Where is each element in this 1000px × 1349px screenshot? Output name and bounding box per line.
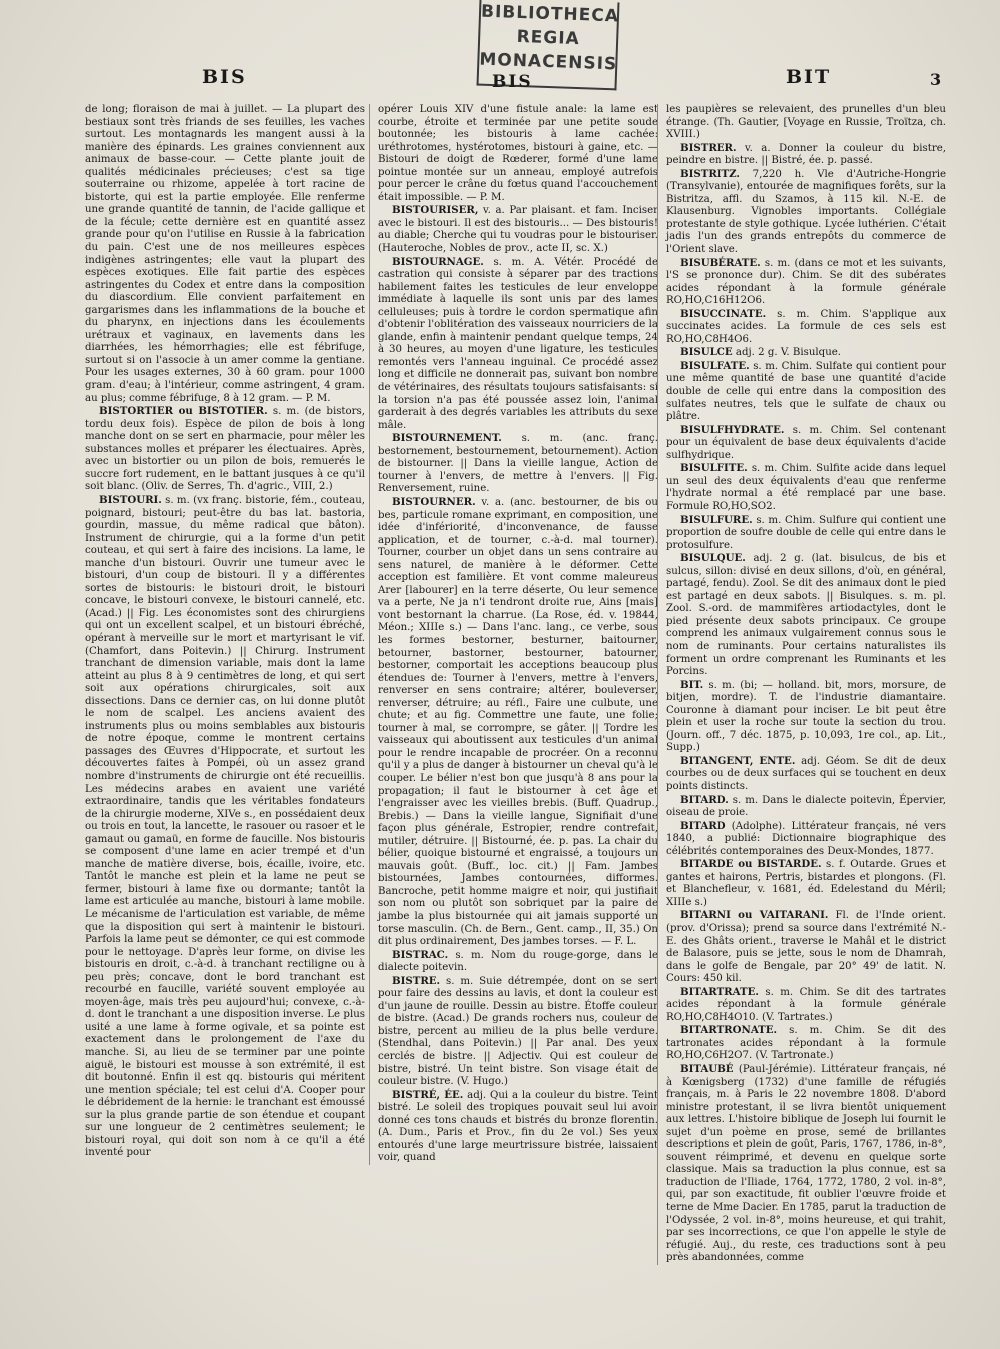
entry-text: v. a. Donner la couleur du bistre, peindre en bistre. || Bistré, ée. p. passé. <box>666 142 946 167</box>
stamp-line-2: REGIA <box>516 26 581 50</box>
entry-headword: BISTRÉ, ÉE. <box>392 1088 464 1101</box>
entry-text: v. a. Par plaisant. et fam. Inciser avec le bistouri. Il est des bistouris... — Des bistouris! au diable; Cherche qui tu voudras pour le bistouriser. (Hauteroche, Nobles de prov., acte II, sc. X.) <box>378 205 658 255</box>
entry-text: s. m. Chim. Sulfure qui contient une proportion de soufre double de celle qui entre dans le protosulfure. <box>666 514 946 551</box>
stamp-line-1: BIBLIOTHECA <box>480 1 620 27</box>
entry-headword: BITARDE ou BISTARDE. <box>680 858 822 871</box>
page-number: 3 <box>930 70 944 89</box>
entry-headword: BITARD. <box>680 793 729 806</box>
running-head-right: BIT <box>786 66 832 88</box>
entry-headword: BISULFURE. <box>680 513 753 526</box>
dictionary-entry <box>666 360 946 424</box>
entry-text: opérer Louis XIV d'une fistule anale: la lame est courbe, étroite et terminée par une petite soude boutonnée; les bistouris à lame cachée: uréthrotomes, hystérotomes, bistouri à gaine, etc. — Bistouri de doigt de Rœderer, formé d'une lame pointue montée sur un anneau, employé autrefois pour percer le crâne du fœtus quand l'accouchement était impossible. — P. M. <box>378 104 658 203</box>
entry-headword: BISULQUE. <box>680 552 746 565</box>
entry-headword: BITARD <box>680 819 726 832</box>
entry-text: adj. 2 g. V. Bisulque. <box>732 347 842 359</box>
entry-text: s. f. Outarde. Grues et gantes et hairons, Pertris, bistardes et plongons. (Fl. et Blanchefleur, v. 1681, éd. Edelestand du Méril; XIIIe s.) <box>666 859 946 908</box>
running-head-center: BIS <box>492 72 533 92</box>
dictionary-entry <box>666 462 946 513</box>
entry-headword: BISTRER. <box>680 141 737 154</box>
entry-headword: BISTOURNEMENT. <box>392 432 502 445</box>
entry-text: v. a. (anc. bestourner, de bis ou bes, particule romane exprimant, en composition, une idée d'infériorité, d'inconvenance, de fausse application, et de tourner, c.-à-d. mal tourner). Tourner, courber un objet dans un sens contraire au sens naturel, de manière à le déformer. Cette acception est familière. Et vont comme maleureus Arer [labourer] en la terre déserte, Ou leur semence va a perte, Ne ja n'i tendront droite rue, Ains [mais] vont bestornant la charrue. (La Rose, éd. v. 19844, Méon.; XIIIe s.) — Dans l'anc. lang., ce verbe, sous les formes bestorner, besturner, baitourner, betourner, bastorner, bestourner, batourner, bestorner, comportait les acceptions beaucoup plus étendues de: Tourner à l'envers, mettre à l'envers, renverser en sens contraire; altérer, bouleverser, renverser, détruire; au réfl., Faire une culbute, une chute; et au fig. Commettre une faute, une folie; tourner à mal, se corrompre, se gâter. || Tordre les vaisseaux qui aboutissent aux testicules d'un animal pour le rendre incapable de procréer. On a reconnu qu'il y a plus de danger à bistourner un cheval qu'à le couper. Le bélier n'est bon que jusqu'à 8 ans pour la propagation; il faut le bistourner à cet âge et l'engraisser avec les vieilles brebis. (Buff. Quadrup., Brebis.) — Dans la vieille langue, Signifiait d'une façon plus générale, Estropier, rendre contrefait, mutiler, détruire. || Bistourné, ée. p. pas. La chair du bélier, quoique bistourné et engraissé, a toujours un mauvais goût. (Buff., loc. cit.) || Fam. Jambes bistournées, Jambes contournées, difformes. Bancroche, petit homme maigre et noir, qui justifiait son nom ou plutôt son sobriquet par la paire de jambe la plus bistournée qui ait jamais supporté un torse masculin. (Ch. de Bern., Gent. camp., II, 35.) On dit plus ordinairement, Des jambes torses. — F. L. <box>378 496 658 948</box>
dictionary-entry <box>666 1063 946 1265</box>
dictionary-entry <box>666 820 946 859</box>
dictionary-entry <box>666 424 946 463</box>
entry-text: s. m. Dans le dialecte poitevin, Épervier, oiseau de proie. <box>666 794 946 819</box>
dictionary-entry <box>666 308 946 347</box>
entry-text: s. m. Chim. Sulfite acide dans lequel un seul des deux équivalents d'eau que renferme l'hydrate normal a été remplacé par une base. Formule RO,HO,SO2. <box>666 463 946 512</box>
entry-text: adj. 2 g. (lat. bisulcus, de bis et sulcus, sillon: divisé en deux sillons, d'où, en général, partagé, fendu). Zool. Se dit des animaux dont le pied est partagé en deux sabots. || Bisulques. s. m. pl. Zool. S.-ord. de mammifères artiodactyles, dont le pied présente deux sabots principaux. Ce groupe comprend les animaux vulgairement connus sous le nom de ruminants. Pour certains naturalistes ils forment un ordre comprenant les Ruminants et les Porcins. <box>666 553 946 678</box>
entry-headword: BIT. <box>680 678 704 691</box>
entry-headword: BITAUBÉ <box>680 1063 734 1076</box>
entry-text: Fl. de l'Inde orient. (prov. d'Orissa); prend sa source dans l'extrémité N.-E. des Ghâts orient., traverse le Mahâl et le district de Balasore, puis se jette, sous le nom de Dhamrah, dans le golfe de Bengale, par 20° 49' de latit. N. Cours: 450 kil. <box>666 910 946 985</box>
entry-headword: BISTOURI. <box>99 493 162 506</box>
entry-text: s. m. Chim. Se dit des tartronates acides répondant à la formule RO,HO,C6H2O7. (V. Tartronate.) <box>666 1025 946 1062</box>
dictionary-entry <box>378 1089 658 1165</box>
entry-headword: BISULFITE. <box>680 462 748 475</box>
entry-headword: BISUBÉRATE. <box>680 256 761 269</box>
dictionary-entry <box>378 256 658 433</box>
entry-text: 7,220 h. Vle d'Autriche-Hongrie (Transylvanie), entourée de magnifiques forêts, sur la Bistritza, affl. du Szamos, à 115 kil. N.-E. de Klausenburg. Vignobles importants. Collégiale protestante de style gothique. Lycée luthérien. C'était jadis l'un des grands entrepôts du commerce de l'Orient slave. <box>666 168 946 256</box>
dictionary-entry <box>666 858 946 909</box>
entry-continuation <box>378 104 658 204</box>
entry-headword: BISULFHYDRATE. <box>680 423 785 436</box>
entry-headword: BISTRAC. <box>392 948 449 961</box>
entry-headword: BISTOURNER. <box>392 495 476 508</box>
stamp-line-3: MONACENSIS <box>479 49 618 75</box>
dictionary-entry <box>666 794 946 820</box>
entry-headword: BITANGENT, ENTE. <box>680 754 796 767</box>
dictionary-entry <box>666 755 946 794</box>
entry-text: s. m. (de bistors, tordu deux fois). Espèce de pilon de bois à long manche dont on se sert en pharmacie, pour mêler les substances molles et préparer les électuaires. Après, avec un bistortier ou un pilon de bois, remuerés le succre fort rudement, en le battant jusques à ce qu'il soit blanc. (Oliv. de Serres, Th. d'agric., VIII, 2.) <box>85 406 365 493</box>
dictionary-entry <box>666 679 946 755</box>
dictionary-entry <box>666 346 946 360</box>
dictionary-entry <box>378 204 658 255</box>
dictionary-entry <box>666 168 946 257</box>
entry-text: s. m. Chim. Sulfate qui contient pour une même quantité de base une quantité d'acide double de celle qui entre dans la composition des sulfates neutres, tels que le sulfate de chaux ou plâtre. <box>666 360 946 423</box>
dictionary-entry <box>666 257 946 308</box>
entry-continuation <box>666 104 946 142</box>
entry-headword: BISTOURISER, <box>392 204 479 217</box>
dictionary-entry <box>666 552 946 678</box>
column-1 <box>85 104 365 1160</box>
entry-headword: BITARTRONATE. <box>680 1024 778 1037</box>
entry-text: (Paul-Jérémie). Littérateur français, né à Kœnigsberg (1732) d'une famille de réfugiés français, m. à Paris le 22 novembre 1808. D'abord ministre protestant, il se livra bientôt uniquement aux lettres. L'histoire biblique de Joseph lui fournit le sujet d'un poème en prose, semé de brillantes descriptions et plein de goût, Paris, 1767, 1786, in-8°, souvent réimprimé, et devenu en quelque sorte classique. Mais sa traduction la plus connue, est sa traduction de l'Iliade, 1764, 1772, 1780, 2 vol. in-8°, qui, par son exactitude, fit oublier l'œuvre froide et terne de Mme Dacier. En 1785, parut la traduction de l'Odyssée, 2 vol. in-8°, moins heureuse, et qui trahit, par ses incorrections, ce que l'on appelle le style de réfugié. Auj., du reste, ces traductions sont à peu près abandonnées, comme <box>666 1064 946 1264</box>
dictionary-entry <box>666 909 946 985</box>
entry-text: s. m. Suie détrempée, dont on se sert pour faire des dessins au lavis, et dont la couleur est d'un jaune de rouille. Dessin au bistre. Étoffe couleur de bistre. (Acad.) De grands rochers nus, couleur de bistre, percent au milieu de la plus belle verdure. (Stendhal, dans Poitevin.) || Par anal. Des yeux cerclés de bistre. || Adjectiv. Qui est couleur de bistre, bistré. Un teint bistre. Son visage était de couleur bistre. (V. Hugo.) <box>378 975 658 1088</box>
entry-text: adj. Géom. Se dit de deux courbes ou de deux surfaces qui se touchent en deux points distincts. <box>666 755 946 792</box>
dictionary-entry <box>378 432 658 496</box>
dictionary-entry <box>85 494 365 1160</box>
entry-headword: BISTOURNAGE. <box>392 255 484 268</box>
entry-text: s. m. A. Vétér. Procédé de castration qui consiste à séparer par des tractions habilement faites les testicules de leur enveloppe immédiate à laquelle ils sont unis par des lames celluleuses; puis à tordre le cordon spermatique afin d'obtenir l'oblitération des vaisseaux nourriciers de la glande, enfin à maintenir pendant quelque temps, 24 à 30 heures, au moyen d'une ligature, les testicules remontés vers l'anneau inguinal. Ce procédé assez long et difficile ne donnerait pas, suivant bon nombre de vétérinaires, des résultats toujours satisfaisants: si la torsion n'a pas été poussée assez loin, l'animal garderait à des degrés variables les attributs du sexe mâle. <box>378 256 658 431</box>
entry-text: s. m. (anc. franç. bestornement, bestournement, betournement). Action de bistourner. || Dans la vieille langue, Action de tourner à l'envers, de mettre à l'envers. || Fig. Renversement, ruine. <box>378 433 658 495</box>
entry-headword: BISTORTIER ou BISTOTIER. <box>99 405 268 418</box>
dictionary-entry <box>666 142 946 168</box>
column-3 <box>657 104 946 1265</box>
running-head-left: BIS <box>202 66 247 88</box>
entry-text: s. m. Chim. Sel contenant pour un équivalent de base deux équivalents d'acide sulfhydrique. <box>666 424 946 461</box>
entry-headword: BITARNI ou VAITARANI. <box>680 909 829 922</box>
dictionary-entry <box>666 1024 946 1063</box>
entry-text: adj. Qui a la couleur du bistre. Teint bistré. Le soleil des tropiques pouvait seul lui avoir donné ces tons chauds et bistrés du bronze florentin. (A. Dum., Paris et Prov., fin du 2e vol.) Ses yeux entourés d'une large meurtrissure bistrée, laissaient voir, quand <box>378 1089 658 1164</box>
entry-headword: BISULCE <box>680 346 733 359</box>
dictionary-entry <box>85 405 365 494</box>
entry-headword: BISULFATE. <box>680 359 750 372</box>
entry-headword: BISTRE. <box>392 974 441 987</box>
dictionary-entry <box>378 496 658 949</box>
entry-text: (Adolphe). Littérateur français, né vers 1840, a publié: Dictionnaire biographique des célébrités contemporaines des Deux-Mondes, 1877. <box>666 820 946 857</box>
entry-text: s. m. Chim. S'applique aux succinates acides. La formule de ces sels est RO,HO,C8H4O6. <box>666 308 946 345</box>
entry-text: s. m. (dans ce mot et les suivants, l'S se prononce dur). Chim. Se dit des subérates acides répondant à la formule générale RO,HO,C16H12O6. <box>666 257 946 307</box>
entry-text: s. m. (bi; — holland. bit, mors, morsure, de bitjen, mordre). T. de l'industrie diamantaire. Couronne à diamant pour inciser. Le bit peut être plein et user la roche sur toute la section du trou. (Journ. off., 7 déc. 1875, p. 10,093, 1re col., ap. Lit., Supp.) <box>666 679 946 754</box>
entry-text: s. m. Nom du rouge-gorge, dans le dialecte poitevin. <box>378 949 658 974</box>
entry-text: s. m. Chim. Se dit des tartrates acides répondant à la formule générale RO,HO,C8H4O10. (V. Tartrates.) <box>666 986 946 1023</box>
dictionary-entry <box>666 514 946 553</box>
dictionary-entry <box>378 975 658 1089</box>
dictionary-entry <box>666 986 946 1025</box>
entry-text: s. m. (vx franç. bistorie, fém., couteau, poignard, bistouri; peut-être du bas lat. bastoria, gourdin, massue, du même radical que bâton). Instrument de chirurgie, qui a la forme d'un petit couteau, et qui sert à faire des incisions. La lame, le manche d'un bistouri. Ouvrir une tumeur avec le bistouri, d'un coup de bistouri. Il y a différentes sortes de bistouris: le bistouri droit, le bistouri concave, le bistouri convexe, le bistouri cannelé, etc. (Acad.) || Fig. Les économistes sont des chirurgiens qui ont un excellent scalpel, et un bistouri ébréché, opérant à merveille sur le mort et martyrisant le vif. (Chamfort, dans Poitevin.) || Chirurg. Instrument tranchant de dimension variable, mais dont la lame atteint au plus 8 à 9 centimètres de long, et qui sert soit aux opérations chirurgicales, soit aux dissections. Dans ce dernier cas, on lui donne plutôt le nom de scalpel. Les anciens avaient des instruments plus ou moins semblables aux bistouris de notre époque, comme le montrent certains passages des Œuvres d'Hippocrate, et surtout les découvertes faites à Pompéi, où un assez grand nombre d'instruments de chirurgie ont été recueillis. Les médecins arabes en avaient une variété extraordinaire, tandis que les véritables fondateurs de la chirurgie moderne, XIVe s., en possédaient deux ou trois en tout, la lancette, le rasouer ou rasoer et le gamaut ou gamaü, en forme de faucille. Nos bistouris se composent d'une lame en acier trempé et d'un manche de matière diverse, bois, écaille, ivoire, etc. Tantôt le manche est plein et la lame ne peut se fermer, bistouri à lame fixe ou dormante; tantôt la lame est articulée au manche, bistouri à lame mobile. Le mécanisme de l'articulation est variable, de même que la disposition qui sert à maintenir le bistouri. Parfois la lame peut se démonter, ce qui est commode pour le nettoyage. D'après leur forme, on divise les bistouris en droit, c.-à-d. à tranchant rectiligne ou à peu près; concave, dont le bord tranchant est recourbé en faucille, variété souvent employée au moyen-âge, mais très peu aujourd'hui; convexe, c.-à-d. dont le tranchant a une disposition inverse. Le plus usité a une lame à forme ogivale, et sa pointe est exactement dans le prolongement de l'axe du manche. Si, au lieu de se terminer par une pointe aiguë, le bistouri est mousse à son extrémité, il est dit boutonné. Enfin il est qq. bistouris qui méritent une mention spéciale; tel est celui d'A. Cooper pour le débridement de la hernie: le tranchant est émoussé sur la plus grande partie de son étendue et coupant sur une longueur de 2 centimètres seulement; le bistouri royal, qui doit son nom à ce qu'il a été inventé pour <box>85 494 366 1159</box>
entry-continuation <box>85 104 365 405</box>
entry-text: de long; floraison de mai à juillet. — La plupart des bestiaux sont très friands de ses feuilles, les vaches surtout. Les montagnards les mangent aussi à la manière des épinards. Les graines conviennent aux animaux de basse-cour. — Cette plante jouit de qualités médicinales précieuses; c'est sa tige souterraine ou rhizome, appelée à tort racine de bistorte, qui est la partie employée. Elle renferme une grande quantité de tannin, de l'acide gallique et de la fécule; cette dernière est en quantité assez grande pour qu'on l'utilise en Russie à la fabrication du pain. C'est une de nos meilleures espèces indigènes astringentes; elle vaut la plupart des espèces exotiques. Elle fait partie des espèces astringentes du Codex et entre dans la composition du diascordium. Elle convient parfaitement en gargarismes dans les inflammations de la bouche et du pharynx, en injections dans les écoulements urétraux et vaginaux, en lavements dans les diarrhées, les hémorrhagies; elle est fébrifuge, surtout si on l'associe à un amer comme la gentiane. Pour les usages externes, 30 à 60 gram. pour 1000 gram. d'eau; à l'intérieur, comme astringent, 4 gram. au plus; comme fébrifuge, 8 à 12 gram. — P. M. <box>85 104 365 404</box>
entry-text: les paupières se relevaient, des prunelles d'un bleu étrange. (Th. Gautier, [Voyage en Russie, Troïtza, ch. XVIII.) <box>666 104 946 141</box>
entry-headword: BITARTRATE. <box>680 985 759 998</box>
entry-headword: BISTRITZ. <box>680 167 740 180</box>
entry-headword: BISUCCINATE. <box>680 307 767 320</box>
dictionary-entry <box>378 949 658 975</box>
column-2 <box>369 104 658 1165</box>
